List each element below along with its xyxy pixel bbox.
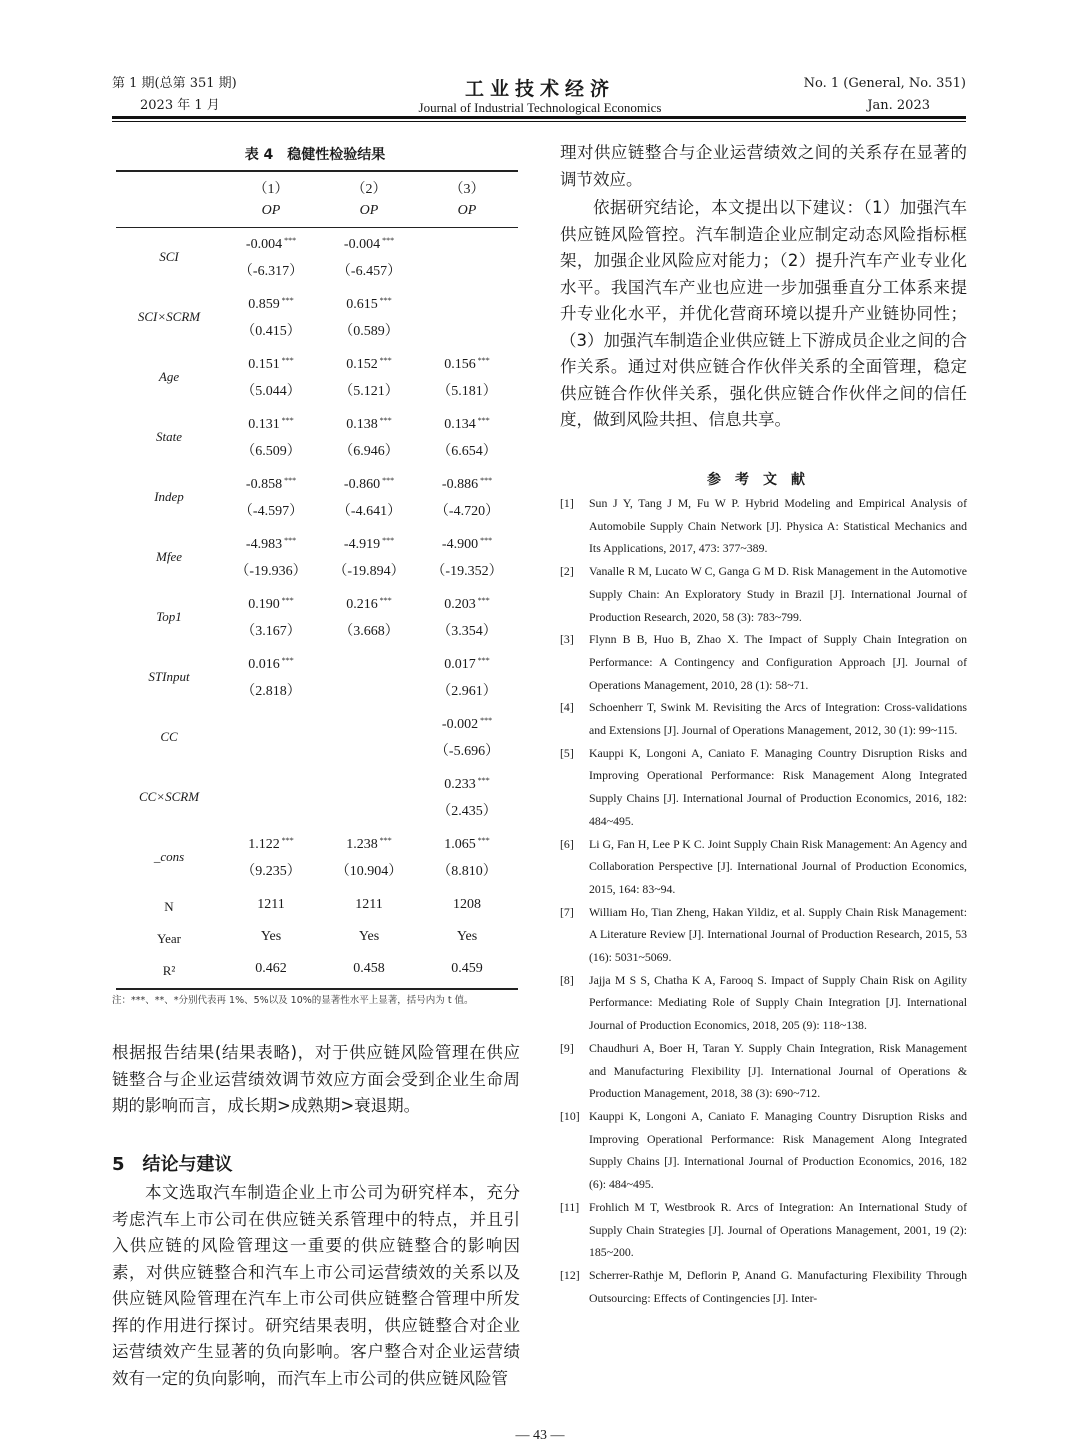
coef-value: 1.122 <box>248 837 280 852</box>
t-value: （2.961） <box>437 684 497 699</box>
coef-value: 0.151 <box>248 357 280 372</box>
coefficient <box>418 836 516 853</box>
coefficient <box>222 416 320 433</box>
table-note: 注：***、**、*分别代表再 1%、5%以及 10%的显著性水平上显著，括号内为 t 值。 <box>112 995 474 1006</box>
significance-stars: *** <box>281 416 294 425</box>
section-heading: 5 结论与建议 <box>112 1154 233 1175</box>
t-value: （-4.720） <box>434 504 500 519</box>
reference-number: [9] <box>560 1040 574 1055</box>
table-top-rule <box>116 170 518 172</box>
header-date-en: Jan. 2023 <box>867 98 930 113</box>
coefficient <box>320 416 418 433</box>
significance-stars: *** <box>477 596 490 605</box>
t-value: （8.810） <box>437 864 497 879</box>
page-number: — 43 — <box>515 1428 565 1443</box>
coef-value: 0.156 <box>444 357 476 372</box>
coefficient <box>320 356 418 373</box>
coef-value: -0.004 <box>343 237 381 252</box>
stat-value: 0.459 <box>451 961 483 976</box>
t-value: （3.167） <box>241 624 301 639</box>
t-value: （10.904） <box>335 864 403 879</box>
col-var: OP <box>261 203 281 218</box>
header-rule-thin <box>112 121 966 122</box>
coefficient <box>418 356 516 373</box>
t-value: （0.415） <box>241 324 301 339</box>
t-value: （5.181） <box>437 384 497 399</box>
significance-stars: *** <box>379 296 392 305</box>
significance-stars: *** <box>281 296 294 305</box>
coef-value: 0.203 <box>444 597 476 612</box>
coefficient <box>418 596 516 613</box>
coef-value: 1.238 <box>346 837 378 852</box>
reference-text: Scherrer-Rathje M, Deflorin P, Anand G. Manufacturing Flexibility Through Outsourcing: Effects of Contingencies [J]. Inter- <box>589 1267 967 1305</box>
t-value: （-19.352） <box>431 564 503 579</box>
coefficient <box>418 776 516 793</box>
references-list <box>560 492 967 1309</box>
table-header-rule <box>116 227 518 228</box>
significance-stars: *** <box>379 596 392 605</box>
col-number: （2） <box>351 182 387 197</box>
coefficient <box>320 836 418 853</box>
significance-stars: *** <box>382 476 395 485</box>
significance-stars: *** <box>477 656 490 665</box>
row-label: CC×SCRM <box>138 789 200 804</box>
reference-number: [7] <box>560 904 574 919</box>
reference-item <box>560 696 967 741</box>
t-value: （6.946） <box>339 444 399 459</box>
coef-value: 0.233 <box>444 777 476 792</box>
reference-text: Kauppi K, Longoni A, Caniato F. Managing Country Disruption Risks and Improving Operational Performance: Risk Management Along Integrated Supply Chains [J]. International Journal of Production Economics, 2016, 182: 484~495. <box>589 745 967 828</box>
reference-number: [11] <box>560 1199 580 1214</box>
t-value: （-6.317） <box>238 264 304 279</box>
reference-item <box>560 969 967 1037</box>
coefficient <box>222 536 320 553</box>
row-label: Year <box>157 931 181 946</box>
significance-stars: *** <box>281 356 294 365</box>
reference-text: Sun J Y, Tang J M, Fu W P. Hybrid Modeling and Empirical Analysis of Automobile Supply Chain Network [J]. Physica A: Statistical Mechanics and Its Applications, 2017, 473: 377~389. <box>589 496 967 556</box>
significance-stars: *** <box>477 356 490 365</box>
header-issue: 第 1 期(总第 351 期) <box>112 76 237 91</box>
reference-item <box>560 1105 967 1196</box>
reference-text: Schoenherr T, Swink M. Revisiting the Arcs of Integration: Cross-validations and Extensions [J]. Journal of Operations Management, 2012, 30 (1): 99~115. <box>589 700 967 738</box>
significance-stars: *** <box>480 716 493 725</box>
significance-stars: *** <box>284 536 297 545</box>
coefficient <box>222 236 320 253</box>
coef-value: 0.134 <box>444 417 476 432</box>
t-value: （-4.597） <box>238 504 304 519</box>
coef-value: 1.065 <box>444 837 476 852</box>
t-value: （6.654） <box>437 444 497 459</box>
coef-value: 0.017 <box>444 657 476 672</box>
reference-item <box>560 1037 967 1105</box>
coef-value: -0.886 <box>441 477 479 492</box>
reference-item <box>560 560 967 628</box>
t-value: （0.589） <box>339 324 399 339</box>
row-label: N <box>164 899 174 914</box>
reference-text: Frohlich M T, Westbrook R. Arcs of Integration: An International Study of Supply Chain Strategies [J]. Journal of Operations Management, 2001, 19 (2): 185~200. <box>589 1199 967 1260</box>
stat-value: 0.458 <box>353 961 385 976</box>
reference-text: Kauppi K, Longoni A, Caniato F. Managing Country Disruption Risks and Improving Operational Performance: Risk Management Along Integrated Supply Chains [J]. International Journal of Production Economics, 2016, 182 (6): 484~495. <box>589 1108 967 1192</box>
stat-value: Yes <box>456 929 478 944</box>
reference-item <box>560 1196 967 1264</box>
row-label: R² <box>162 963 176 978</box>
t-value: （-6.457） <box>336 264 402 279</box>
col-number: （3） <box>449 182 485 197</box>
col-var: OP <box>457 203 477 218</box>
t-value: （2.818） <box>241 684 301 699</box>
header-rule-thick <box>112 116 966 119</box>
coefficient <box>222 596 320 613</box>
row-label: State <box>156 429 182 444</box>
significance-stars: *** <box>281 596 294 605</box>
significance-stars: *** <box>480 536 493 545</box>
significance-stars: *** <box>382 536 395 545</box>
stat-value: Yes <box>260 929 282 944</box>
stat-value: 1211 <box>257 897 285 912</box>
t-value: （3.354） <box>437 624 497 639</box>
reference-text: Vanalle R M, Lucato W C, Ganga G M D. Risk Management in the Automotive Supply Chain: An Exploratory Study in Brazil [J]. International Journal of Production Research, 2020, 58 (3): 783~799. <box>589 564 967 624</box>
references-title: 参考文献 <box>707 472 819 488</box>
reference-number: [10] <box>560 1108 580 1123</box>
row-label: _cons <box>153 849 185 864</box>
t-value: （6.509） <box>241 444 301 459</box>
stat-value: 1208 <box>453 897 481 912</box>
col-var: OP <box>359 203 379 218</box>
table-title: 表 4 稳健性检验结果 <box>244 147 386 163</box>
coefficient <box>222 656 320 673</box>
coef-value: 0.216 <box>346 597 378 612</box>
coefficient <box>320 596 418 613</box>
coefficient <box>320 236 418 253</box>
significance-stars: *** <box>284 476 297 485</box>
right-paragraph-1: 理对供应链整合与企业运营绩效之间的关系存在显著的调节效应。 <box>560 143 967 189</box>
significance-stars: *** <box>480 476 493 485</box>
row-label: STInput <box>148 669 190 684</box>
significance-stars: *** <box>477 416 490 425</box>
significance-stars: *** <box>284 236 297 245</box>
row-label: Mfee <box>156 549 182 564</box>
row-label: Indep <box>154 489 184 504</box>
coef-value: 0.152 <box>346 357 378 372</box>
journal-title-en: Journal of Industrial Technological Economics <box>418 100 662 115</box>
coef-value: -0.858 <box>245 477 283 492</box>
coefficient <box>418 716 516 733</box>
significance-stars: *** <box>477 776 490 785</box>
coefficient <box>418 476 516 493</box>
col-number: （1） <box>253 182 289 197</box>
reference-text: Li G, Fan H, Lee P K C. Joint Supply Chain Risk Management: An Agency and Collaboration Perspective [J]. International Journal of Production Economics, 2015, 164: 83~94. <box>589 836 967 896</box>
reference-number: [2] <box>560 564 574 579</box>
coef-value: -0.860 <box>343 477 381 492</box>
reference-item <box>560 833 967 901</box>
header-date: 2023 年 1 月 <box>140 98 220 113</box>
header-issue-en: No. 1 (General, No. 351) <box>803 76 966 91</box>
t-value: （-19.894） <box>333 564 405 579</box>
reference-number: [3] <box>560 632 574 647</box>
coefficient <box>418 656 516 673</box>
reference-item <box>560 1264 967 1309</box>
reference-number: [12] <box>560 1267 580 1282</box>
stat-value: Yes <box>358 929 380 944</box>
t-value: （3.668） <box>339 624 399 639</box>
coef-value: -0.002 <box>441 717 479 732</box>
reference-number: [5] <box>560 745 574 760</box>
stat-value: 0.462 <box>255 961 287 976</box>
coef-value: 0.859 <box>248 297 280 312</box>
coef-value: 0.131 <box>248 417 280 432</box>
coefficient <box>418 536 516 553</box>
coefficient <box>222 476 320 493</box>
reference-item <box>560 742 967 833</box>
coef-value: -0.004 <box>245 237 283 252</box>
row-label: Age <box>158 369 180 384</box>
reference-item <box>560 492 967 560</box>
row-label: SCI×SCRM <box>137 309 201 324</box>
significance-stars: *** <box>281 656 294 665</box>
reference-text: Flynn B B, Huo B, Zhao X. The Impact of Supply Chain Integration on Performance: A Contingency and Configuration Approach [J]. Journal of Operations Management, 2010, 28 (1): 58~71. <box>589 632 967 692</box>
row-label: Top1 <box>156 609 182 624</box>
coefficient <box>222 836 320 853</box>
reference-number: [8] <box>560 972 574 987</box>
reference-number: [1] <box>560 496 574 510</box>
significance-stars: *** <box>379 356 392 365</box>
coef-value: 0.138 <box>346 417 378 432</box>
row-label: CC <box>160 729 178 744</box>
left-paragraph-2: 本文选取汽车制造企业上市公司为研究样本，充分考虑汽车上市公司在供应链关系管理中的特点，并且引入供应链的风险管理这一重要的供应链整合的影响因素，对供应链整合和汽车上市公司运营绩效的关系以及供应链风险管理在汽车上市公司供应链整合管理中所发挥的作用进行探讨。研究结果表明，供应链整合对企业运营绩效产生显著的负向影响。客户整合对企业运营绩效有一定的负向影响，而汽车上市公司的供应链风险管 <box>112 1183 520 1388</box>
t-value: （-5.696） <box>434 744 500 759</box>
coefficient <box>320 476 418 493</box>
table-bottom-rule <box>116 988 518 990</box>
reference-item <box>560 901 967 969</box>
t-value: （-4.641） <box>336 504 402 519</box>
coefficient <box>222 356 320 373</box>
coef-value: 0.016 <box>248 657 280 672</box>
coef-value: -4.983 <box>245 537 283 552</box>
significance-stars: *** <box>379 416 392 425</box>
significance-stars: *** <box>477 836 490 845</box>
journal-title-cn: 工业技术经济 <box>464 78 615 100</box>
row-label: SCI <box>159 249 179 264</box>
coef-value: -4.919 <box>343 537 381 552</box>
significance-stars: *** <box>379 836 392 845</box>
reference-number: [6] <box>560 836 574 851</box>
coef-value: -4.900 <box>441 537 479 552</box>
reference-item <box>560 628 967 696</box>
reference-text: Chaudhuri A, Boer H, Taran Y. Supply Chain Integration, Risk Management and Manufacturing Flexibility [J]. International Journal of Operations & Production Management, 2018, 38 (3): 690~712. <box>589 1040 967 1101</box>
coef-value: 0.190 <box>248 597 280 612</box>
stat-value: 1211 <box>355 897 383 912</box>
t-value: （2.435） <box>437 804 497 819</box>
coef-value: 0.615 <box>346 297 378 312</box>
significance-stars: *** <box>382 236 395 245</box>
reference-number: [4] <box>560 700 574 715</box>
coefficient <box>320 296 418 313</box>
t-value: （5.121） <box>339 384 399 399</box>
significance-stars: *** <box>281 836 294 845</box>
coefficient <box>222 296 320 313</box>
t-value: （-19.936） <box>235 564 307 579</box>
coefficient <box>320 536 418 553</box>
reference-text: Jajja M S S, Chatha K A, Farooq S. Impact of Supply Chain Risk on Agility Performance: Mediating Role of Supply Chain Integration [J]. International Journal of Production Economics, 2018, 205 (9): 118~138. <box>589 972 967 1033</box>
t-value: （9.235） <box>241 864 301 879</box>
right-paragraph-2: 依据研究结论，本文提出以下建议：（1）加强汽车供应链风险管控。汽车制造企业应制定动态风险指标框架，加强企业风险应对能力；（2）提升汽车产业专业化水平。我国汽车产业也应进一步加强垂直分工体系来提升专业化水平，并优化营商环境以提升产业链协同性；（3）加强汽车制造企业供应链上下游成员企业之间的合作关系。通过对供应链合作伙伴关系的全面管理，稳定供应链合作伙伴关系，强化供应链合作伙伴之间的信任度，做到风险共担、信息共享。 <box>560 198 967 429</box>
coefficient <box>418 416 516 433</box>
reference-text: William Ho, Tian Zheng, Hakan Yildiz, et al. Supply Chain Risk Management: A Literature Review [J]. International Journal of Production Research, 2015, 53 (16): 5031~5069. <box>589 904 967 965</box>
t-value: （5.044） <box>241 384 301 399</box>
left-paragraph-1: 根据报告结果(结果表略)，对于供应链风险管理在供应链整合与企业运营绩效调节效应方面会受到企业生命周期的影响而言，成长期>成熟期>衰退期。 <box>112 1043 520 1115</box>
